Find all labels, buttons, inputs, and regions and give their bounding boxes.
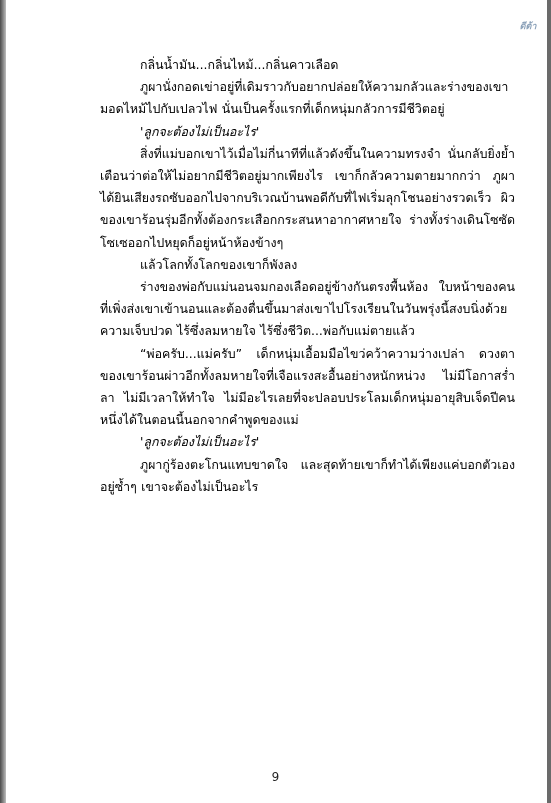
- publisher-logo-text: ดีต้า: [519, 22, 537, 32]
- paragraph-4: สิ่งที่แม่บอกเขาไว้เมื่อไม่กี่นาทีที่แล้วดังขึ้นในความทรงจำ นั่นกลับยิ่งย้ำเตือนว่าต่อให้ไม่อยากมีชีวิตอยู่มากเพียงไร เขาก็กลัวความตายมากกว่า ภูผาได้ยินเสียงรถซับออกไปจากบริเวณบ้านพอดีกับที่ไฟเริ่มลุกโชนอย่างรวดเร็ว ผิวของเขาร้อนรุ่มอีกทั้งต้องกระเสือกกระสนหาอากาศหายใจ ร่างทั้งร่างเดินโซซัดโซเซออกไปหยุดก็อยู่หน้าห้องข้างๆ: [100, 145, 515, 250]
- page-edge-left: [0, 0, 6, 803]
- paragraph-9: ภูผากู่ร้องตะโกนแทบขาดใจ และสุดท้ายเขาก็ทำได้เพียงแค่บอกตัวเองอยู่ซ้ำๆ เขาจะต้องไม่เป็นอะไร: [100, 456, 515, 494]
- paragraph-3-italic-quote: 'ลูกจะต้องไม่เป็นอะไร': [140, 123, 260, 139]
- paragraph-5: แล้วโลกทั้งโลกของเขาก็พังลง: [140, 256, 298, 272]
- page-number: 9: [271, 770, 280, 784]
- paragraph-6: ร่างของพ่อกับแม่นอนจมกองเลือดอยู่ข้างกันตรงพื้นห้อง ใบหน้าของคนที่เพิ่งส่งเขาเข้านอนและต้องตื่นขึ้นมาส่งเขาไปโรงเรียนในวันพรุ่งนี้สงบนิ่งด้วยความเจ็บปวด ไร้ซึ่งลมหายใจ ไร้ซึ่งชีวิต...พ่อกับแม่ตายแล้ว: [100, 279, 515, 339]
- paragraph-1: กลิ่นน้ำมัน...กลิ่นไหม้...กลิ่นคาวเลือด: [140, 57, 339, 72]
- paragraph-7: “พ่อครับ...แม่ครับ” เด็กหนุ่มเอื้อมมือไขว่คว้าความว่างเปล่า ดวงตาของเขาร้อนผ่าวอีกทั้งลมหายใจที่เจือแรงสะอื้นอย่างหนักหน่วง ไม่มีโอกาสร่ำลา ไม่มีเวลาให้ทำใจ ไม่มีอะไรเลยที่จะปลอบประโลมเด็กหนุ่มอายุสิบเจ็ดปีคนหนึ่งได้ในตอนนี้นอกจากคำพูดของแม่: [100, 345, 515, 428]
- publisher-logo-icon: [515, 10, 541, 32]
- page-body: [100, 54, 515, 498]
- paragraph-2: ภูผานั่งกอดเข่าอยู่ที่เดิมราวกับอยากปล่อยให้ความกลัวและร่างของเขามอดไหม้ไปกับเปลวไฟ นั่นเป็นครั้งแรกที่เด็กหนุ่มกลัวการมีชีวิตอยู่: [100, 79, 509, 117]
- page-edge-right: [547, 0, 551, 803]
- paragraph-8-italic-quote: 'ลูกจะต้องไม่เป็นอะไร': [140, 434, 260, 450]
